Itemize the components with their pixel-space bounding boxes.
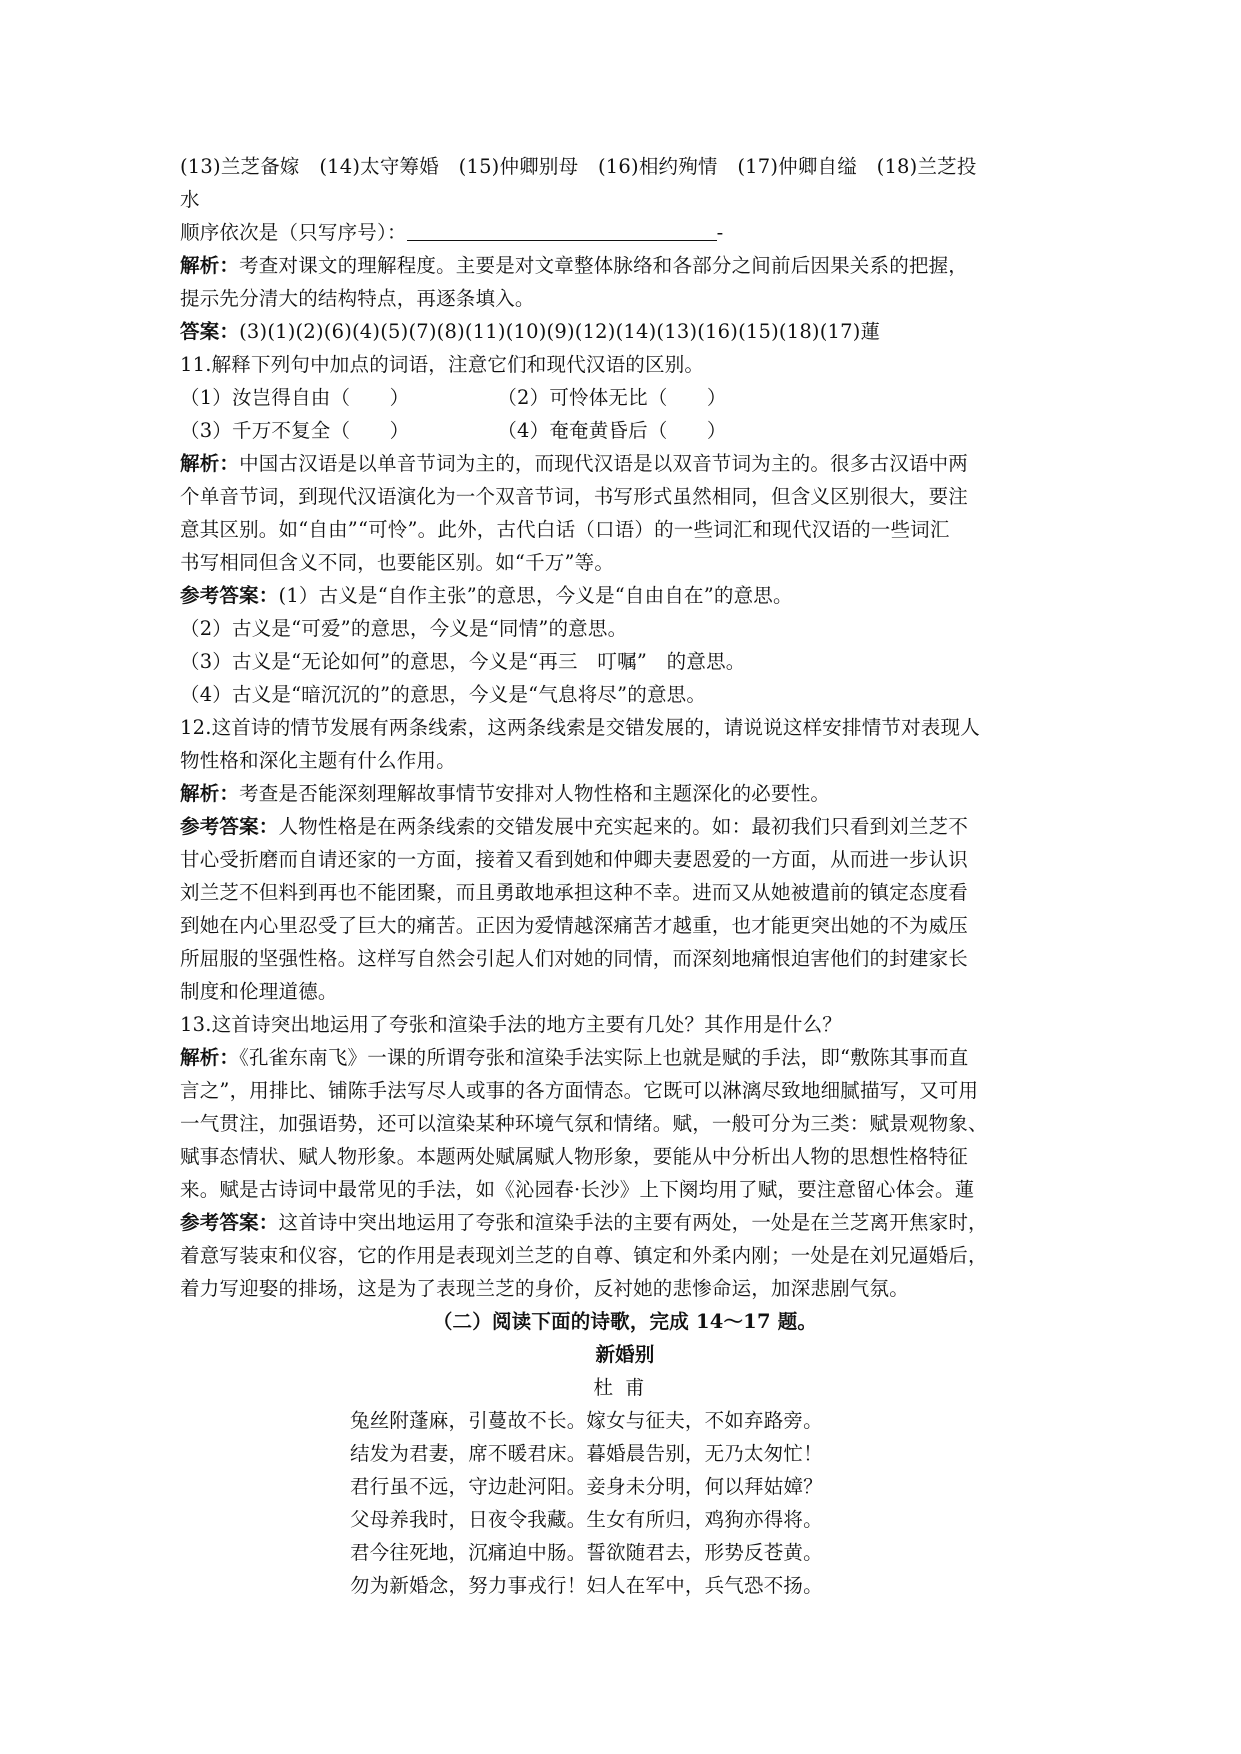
reference-answer-label: 参考答案： [180, 1211, 279, 1234]
reference-answer-12-cont-3: 到她在内心里忍受了巨大的痛苦。正因为爱情越深痛苦才越重，也才能更突出她的不为威压 [180, 914, 969, 937]
poem-line: 父母养我时，日夜令我藏。生女有所归，鸡狗亦得将。 [350, 1508, 823, 1531]
answer-10 [180, 315, 1070, 348]
question-11-items-2 [180, 414, 1070, 447]
question-11: 11.解释下列句中加点的词语，注意它们和现代汉语的区别。 [180, 353, 705, 376]
document-content [180, 150, 1070, 1602]
options-line-wrap: 水 [180, 188, 200, 211]
reference-answer-12-cont-4: 所屈服的坚强性格。这样写自然会引起人们对她的同情，而深刻地痛恨迫害他们的封建家长 [180, 947, 969, 970]
poem-line: 结发为君妻，席不暖君床。暮婚晨告别，无乃太匆忙！ [350, 1442, 823, 1465]
poem-title: 新婚别 [595, 1343, 655, 1366]
analysis-13-cont-4: 来。赋是古诗词中最常见的手法，如《沁园春·长沙》上下阕均用了赋，要注意留心体会。蓮 [180, 1178, 975, 1201]
analysis-11-cont-2: 意其区别。如“自由”“可怜”。此外，古代白话（口语）的一些词汇和现代汉语的一些词汇 [180, 518, 950, 541]
answer-blank [407, 220, 717, 241]
question-12-cont: 物性格和深化主题有什么作用。 [180, 749, 456, 772]
reference-answer-11 [180, 579, 1070, 612]
question-12: 12.这首诗的情节发展有两条线索，这两条线索是交错发展的，请说说这样安排情节对表现人 [180, 716, 980, 739]
answer-text: (3)(1)(2)(6)(4)(5)(7)(8)(11)(10)(9)(12)(14)(13)(16)(15)(18)(17)蓮 [239, 320, 881, 343]
reference-answer-text: (1）古义是“自作主张”的意思，今义是“自由自在”的意思。 [278, 584, 793, 607]
item-4: （4）奄奄黄昏后（ ） [497, 419, 727, 442]
reference-answer-text: 人物性格是在两条线索的交错发展中充实起来的。如：最初我们只看到刘兰芝不 [278, 815, 969, 838]
analysis-10 [180, 249, 1070, 282]
reference-answer-13-cont-1: 着意写装束和仪容，它的作用是表现刘兰芝的自尊、镇定和外柔内刚；一处是在刘兄逼婚后， [180, 1244, 988, 1267]
reference-answer-label: 参考答案： [180, 584, 279, 607]
analysis-13-cont-3: 赋事态情状、赋人物形象。本题两处赋属赋人物形象，要能从中分析出人物的思想性格特征 [180, 1145, 969, 1168]
reference-answer-text: 这首诗中突出地运用了夸张和渲染手法的主要有两处，一处是在兰芝离开焦家时， [278, 1211, 988, 1234]
analysis-11 [180, 447, 1070, 480]
analysis-13-cont-2: 一气贯注，加强语势，还可以渲染某种环境气氛和情绪。赋，一般可分为三类：赋景观物象、 [180, 1112, 988, 1135]
order-prompt-suffix: - [716, 221, 724, 244]
analysis-label: 解析： [180, 452, 240, 475]
reference-answer-13-cont-2: 着力写迎娶的排场，这是为了表现兰芝的身价，反衬她的悲惨命运，加深悲剧气氛。 [180, 1277, 909, 1300]
reference-answer-12-cont-5: 制度和伦理道德。 [180, 980, 338, 1003]
options-line: (13)兰芝备嫁 (14)太守筹婚 (15)仲卿别母 (16)相约殉情 (17)仲卿自缢 (18)兰芝投 [180, 155, 977, 178]
reference-answer-12-cont-2: 刘兰芝不但料到再也不能团聚，而且勇敢地承担这种不幸。进而又从她被遣前的镇定态度看 [180, 881, 969, 904]
reference-answer-11-2: （2）古义是“可爱”的意思，今义是“同情”的意思。 [180, 617, 628, 640]
analysis-11-cont-3: 书写相同但含义不同，也要能区别。如“千万”等。 [180, 551, 615, 574]
reference-answer-label: 参考答案： [180, 815, 279, 838]
analysis-13 [180, 1041, 1070, 1074]
order-prompt [180, 216, 1070, 249]
poem-line: 勿为新婚念，努力事戎行！妇人在军中，兵气恐不扬。 [350, 1574, 823, 1597]
analysis-label: 解析： [180, 1046, 240, 1069]
item-2: （2）可怜体无比（ ） [497, 386, 727, 409]
analysis-text: 《孔雀东南飞》一课的所谓夸张和渲染手法实际上也就是赋的手法，即“敷陈其事而直 [239, 1046, 969, 1069]
analysis-label: 解析： [180, 782, 240, 805]
analysis-text: 中国古汉语是以单音节词为主的，而现代汉语是以双音节词为主的。很多古汉语中两 [239, 452, 969, 475]
poem-author: 杜甫 [593, 1376, 657, 1399]
reference-answer-13 [180, 1206, 1070, 1239]
reference-answer-12-cont-1: 甘心受折磨而自请还家的一方面，接着又看到她和仲卿夫妻恩爱的一方面，从而进一步认识 [180, 848, 969, 871]
question-13: 13.这首诗突出地运用了夸张和渲染手法的地方主要有几处？其作用是什么？ [180, 1013, 843, 1036]
item-1: （1）汝岂得自由（ ） [180, 386, 410, 409]
analysis-11-cont-1: 个单音节词，到现代汉语演化为一个双音节词，书写形式虽然相同，但含义区别很大，要注 [180, 485, 969, 508]
order-prompt-text: 顺序依次是（只写序号）： [180, 221, 407, 244]
analysis-10-cont: 提示先分清大的结构特点，再逐条填入。 [180, 287, 535, 310]
answer-label: 答案： [180, 320, 240, 343]
question-11-items-1 [180, 381, 1070, 414]
analysis-label: 解析： [180, 254, 240, 277]
analysis-13-cont-1: 言之”，用排比、铺陈手法写尽人或事的各方面情态。它既可以淋漓尽致地细腻描写，又可用 [180, 1079, 979, 1102]
analysis-text: 考查对课文的理解程度。主要是对文章整体脉络和各部分之间前后因果关系的把握， [239, 254, 969, 277]
reference-answer-11-4: （4）古义是“暗沉沉的”的意思，今义是“气息将尽”的意思。 [180, 683, 707, 706]
item-3: （3）千万不复全（ ） [180, 419, 410, 442]
reference-answer-11-3: （3）古义是“无论如何”的意思，今义是“再三 叮嘱” 的意思。 [180, 650, 746, 673]
poem-line: 君今往死地，沉痛迫中肠。誓欲随君去，形势反苍黄。 [350, 1541, 823, 1564]
analysis-12 [180, 777, 1070, 810]
poem-line: 兔丝附蓬麻，引蔓故不长。嫁女与征夫，不如弃路旁。 [350, 1409, 823, 1432]
analysis-text: 考查是否能深刻理解故事情节安排对人物性格和主题深化的必要性。 [239, 782, 831, 805]
reference-answer-12 [180, 810, 1070, 843]
section-heading: （二）阅读下面的诗歌，完成 14～17 题。 [432, 1310, 818, 1333]
poem-line: 君行虽不远，守边赴河阳。妾身未分明，何以拜姑嫜？ [350, 1475, 823, 1498]
